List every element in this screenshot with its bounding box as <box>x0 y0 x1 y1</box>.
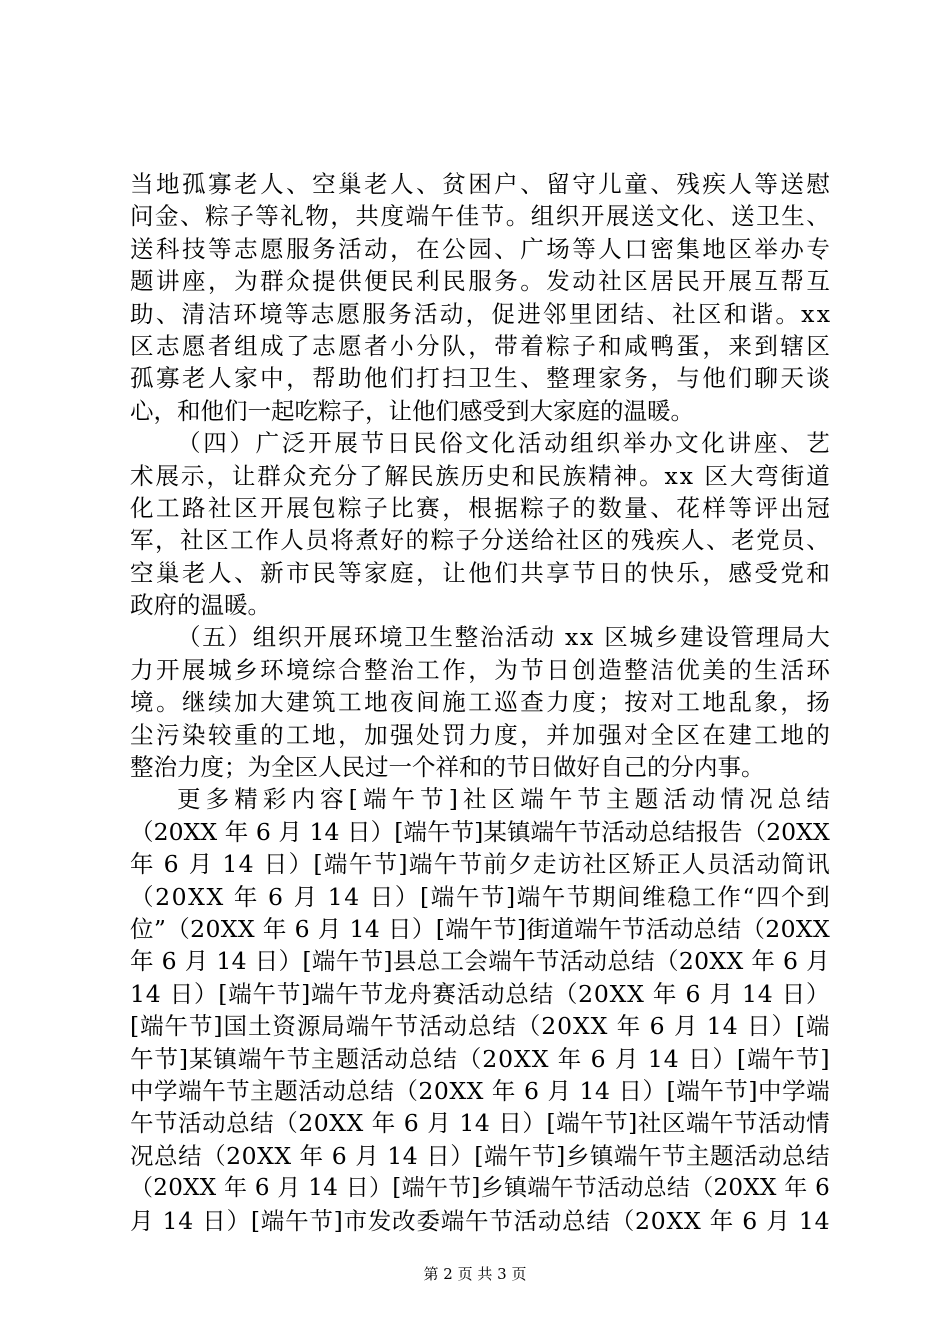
text-line: 况 总 结 （ 2 0 X X 年 6 月 1 4 日 ） [ 端 午 节 ] 乡 镇 端 午 节 主 题 活 动 总 结 <box>130 1141 830 1170</box>
text-line: （ 2 0 X X 年 6 月 1 4 日 ） [ 端 午 节 ] 乡 镇 端 午 节 活 动 总 结 （ 2 0 X X 年 6 <box>130 1175 830 1202</box>
text-line: 当 地 孤 寡 老 人 、 空 巢 老 人 、 贫 困 户 、 留 守 儿 童 、 残 疾 人 等 送 慰 <box>130 170 830 198</box>
text-line: 境 。 继 续 加 大 建 筑 工 地 夜 间 施 工 巡 查 力 度 ； 按 对 工 地 乱 象 ， 扬 <box>130 688 830 717</box>
text-line: 军 ， 社 区 工 作 人 员 将 煮 好 的 粽 子 分 送 给 社 区 的 残 疾 人 、 老 党 员 、 <box>130 526 830 555</box>
text-line: 整治力度；为全区人民过一个祥和的节日做好自己的分内事。 <box>130 753 765 782</box>
page-number-label: 第 2 页 共 3 页 <box>423 1265 527 1283</box>
text-line: 尘 污 染 较 重 的 工 地 ， 加 强 处 罚 力 度 ， 并 加 强 对 全 区 在 建 工 地 的 <box>130 720 830 749</box>
text-line: 月 1 4 日 ） [ 端 午 节 ] 市 发 改 委 端 午 节 活 动 总 结 （ 2 0 X X 年 6 月 1 4 <box>130 1206 830 1235</box>
text-line: 年 6 月 1 4 日 ） [ 端 午 节 ] 端 午 节 前 夕 走 访 社 区 矫 正 人 员 活 动 简 讯 <box>130 850 830 879</box>
text-line: 力 开 展 城 乡 环 境 综 合 整 治 工 作 ， 为 节 日 创 造 整 洁 优 美 的 生 活 环 <box>130 655 830 684</box>
text-line: 术 展 示 ， 让 群 众 充 分 了 解 民 族 历 史 和 民 族 精 神 。 x x 区 大 弯 街 道 <box>130 461 830 490</box>
text-line: [ 端 午 节 ] 国 土 资 源 局 端 午 节 活 动 总 结 （ 2 0 X X 年 6 月 1 4 日 ） [ 端 <box>130 1012 830 1041</box>
text-line: 更 多 精 彩 内 容 [ 端 午 节 ] 社 区 端 午 节 主 题 活 动 情 况 总 结 <box>177 785 830 814</box>
text-line: 中 学 端 午 节 主 题 活 动 总 结 （ 2 0 X X 年 6 月 1 4 日 ） [ 端 午 节 ] 中 学 端 <box>130 1076 830 1105</box>
page-footer <box>0 1264 950 1284</box>
text-line: 送 科 技 等 志 愿 服 务 活 动 ， 在 公 园 、 广 场 等 人 口 密 集 地 区 举 办 专 <box>130 234 830 263</box>
text-line: 年 6 月 1 4 日 ） [ 端 午 节 ] 县 总 工 会 端 午 节 活 动 总 结 （ 2 0 X X 年 6 月 <box>130 947 830 976</box>
text-line: （ 2 0 X X 年 6 月 1 4 日 ） [ 端 午 节 ] 某 镇 端 午 节 活 动 总 结 报 告 （ 2 0 X X <box>130 817 830 846</box>
text-line: 政府的温暖。 <box>130 591 271 620</box>
document-body <box>130 168 830 1237</box>
text-line: 空 巢 老 人 、 新 市 民 等 家 庭 ， 让 他 们 共 享 节 日 的 快 乐 ， 感 受 党 和 <box>130 558 830 587</box>
text-line: （ 四 ） 广 泛 开 展 节 日 民 俗 文 化 活 动 组 织 举 办 文 化 讲 座 、 艺 <box>177 429 830 458</box>
text-line: （ 五 ） 组 织 开 展 环 境 卫 生 整 治 活 动 x x 区 城 乡 建 设 管 理 局 大 <box>177 623 830 652</box>
text-line: 位 ” （ 2 0 X X 年 6 月 1 4 日 ） [ 端 午 节 ] 街 道 端 午 节 活 动 总 结 （ 2 0 X X <box>130 914 830 943</box>
text-line: 1 4 日 ） [ 端 午 节 ] 端 午 节 龙 舟 赛 活 动 总 结 （ 2 0 X X 年 6 月 1 4 日 ） <box>130 979 830 1008</box>
text-line: 助 、 清 洁 环 境 等 志 愿 服 务 活 动 ， 促 进 邻 里 团 结 、 社 区 和 谐 。 x x <box>130 299 830 328</box>
text-line: 心，和他们一起吃粽子，让他们感受到大家庭的温暖。 <box>130 396 694 425</box>
text-line: 区 志 愿 者 组 成 了 志 愿 者 小 分 队 ， 带 着 粽 子 和 咸 鸭 蛋 ， 来 到 辖 区 <box>130 331 830 360</box>
text-line: 化 工 路 社 区 开 展 包 粽 子 比 赛 ， 根 据 粽 子 的 数 量 、 花 样 等 评 出 冠 <box>130 493 830 522</box>
text-line: 孤 寡 老 人 家 中 ， 帮 助 他 们 打 扫 卫 生 、 整 理 家 务 ， 与 他 们 聊 天 谈 <box>130 364 830 393</box>
text-line: （ 2 0 X X 年 6 月 1 4 日 ） [ 端 午 节 ] 端 午 节 期 间 维 稳 工 作 “ 四 个 到 <box>130 882 830 911</box>
text-line: 问 金 、 粽 子 等 礼 物 ， 共 度 端 午 佳 节 。 组 织 开 展 送 文 化 、 送 卫 生 、 <box>130 202 830 231</box>
text-line: 题 讲 座 ， 为 群 众 提 供 便 民 利 民 服 务 。 发 动 社 区 居 民 开 展 互 帮 互 <box>130 267 830 296</box>
text-line: 午 节 活 动 总 结 （ 2 0 X X 年 6 月 1 4 日 ） [ 端 午 节 ] 社 区 端 午 节 活 动 情 <box>130 1109 830 1138</box>
text-line: 午 节 ] 某 镇 端 午 节 主 题 活 动 总 结 （ 2 0 X X 年 6 月 1 4 日 ） [ 端 午 节 ] <box>130 1044 830 1073</box>
